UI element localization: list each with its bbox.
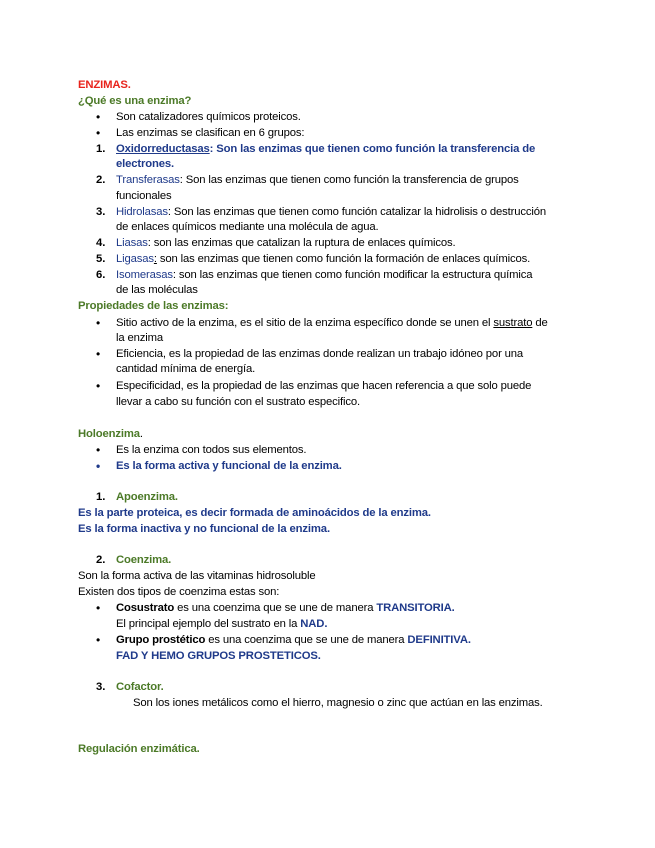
list-number: 2. xyxy=(96,174,106,186)
enzyme-class-oxidorreductasas xyxy=(116,142,535,156)
paragraph-line: Son los iones metálicos como el hierro, magnesio o zinc que actúan en las enzimas. xyxy=(133,697,543,709)
list-number: 1. xyxy=(96,143,106,155)
class-name: Ligasas xyxy=(116,253,154,265)
section-heading-properties: Propiedades de las enzimas: xyxy=(78,300,229,312)
bullet-icon: • xyxy=(96,633,101,647)
enzyme-class-isomerasas xyxy=(116,268,532,282)
bullet-icon: • xyxy=(96,110,101,124)
list-item-cosustrato xyxy=(116,601,455,615)
item-keyword: TRANSITORIA xyxy=(376,602,452,614)
item-keyword: NAD xyxy=(300,618,325,630)
list-item: Es la forma activa y funcional de la enzima. xyxy=(116,460,342,472)
heading-text: Holoenzima xyxy=(78,428,140,440)
class-description: son las enzimas que tienen como función la formación de enlaces químicos. xyxy=(156,253,531,265)
list-number: 3. xyxy=(96,206,106,218)
class-description: Son las enzimas que tienen como función la transferencia de grupos xyxy=(182,174,519,186)
enzyme-class-liasas xyxy=(116,236,455,250)
paragraph-line: Son la forma activa de las vitaminas hidrosoluble xyxy=(78,570,316,582)
section-heading-holoenzima xyxy=(78,427,143,441)
colon: : xyxy=(153,253,157,265)
list-number: 5. xyxy=(96,253,106,265)
list-number: 6. xyxy=(96,269,106,281)
enzyme-class-hidrolasas xyxy=(116,205,546,219)
enzyme-class-transferasas xyxy=(116,173,519,187)
item-end: . xyxy=(451,602,455,614)
list-item: Eficiencia, es la propiedad de las enzimas donde realizan un trabajo idóneo por una xyxy=(116,348,524,360)
bullet-icon: • xyxy=(96,379,101,393)
paragraph-line: Existen dos tipos de coenzima estas son: xyxy=(78,586,280,598)
section-heading-cofactor: Cofactor. xyxy=(116,681,164,693)
list-item: Son catalizadores químicos proteicos. xyxy=(116,111,301,123)
page-title: ENZIMAS. xyxy=(78,79,131,91)
list-item-cont xyxy=(116,617,327,631)
colon: : xyxy=(167,206,171,218)
list-number: 2. xyxy=(96,554,106,566)
section-heading-apoenzima: Apoenzima. xyxy=(116,491,178,503)
bullet-icon: • xyxy=(96,459,101,473)
list-item-prostetico xyxy=(116,633,471,647)
class-description-cont: de las moléculas xyxy=(116,284,198,296)
list-item-cont: FAD Y HEMO GRUPOS PROSTETICOS. xyxy=(116,650,321,662)
item-text-end: de xyxy=(532,317,548,329)
list-number: 1. xyxy=(96,491,106,503)
class-description-cont: funcionales xyxy=(116,190,172,202)
list-item-cont: llevar a cabo su función con el sustrato especifico. xyxy=(116,396,361,408)
bullet-icon: • xyxy=(96,126,101,140)
colon: : xyxy=(209,143,214,155)
paragraph-line: Es la forma inactiva y no funcional de la enzima. xyxy=(78,523,330,535)
list-item: Es la enzima con todos sus elementos. xyxy=(116,444,307,456)
class-description-cont: de enlaces químicos mediante una molécula de agua. xyxy=(116,221,379,233)
list-item: Las enzimas se clasifican en 6 grupos: xyxy=(116,127,305,139)
class-description: Son las enzimas que tienen como función la transferencia de xyxy=(213,143,536,155)
list-item-cont: cantidad mínima de energía. xyxy=(116,363,256,375)
section-heading-what-is: ¿Qué es una enzima? xyxy=(78,95,192,107)
list-number: 3. xyxy=(96,681,106,693)
bullet-icon: • xyxy=(96,316,101,330)
list-item xyxy=(116,316,548,330)
item-end: . xyxy=(324,618,328,630)
list-number: 4. xyxy=(96,237,106,249)
class-name: Transferasas xyxy=(116,174,180,186)
item-text: Sitio activo de la enzima, es el sitio de la enzima específico donde se unen el xyxy=(116,317,494,329)
class-description: Son las enzimas que tienen como función catalizar la hidrolisis o destrucción xyxy=(170,206,546,218)
item-text: El principal ejemplo del sustrato en la xyxy=(116,618,301,630)
bullet-icon: • xyxy=(96,601,101,615)
list-item-cont: la enzima xyxy=(116,332,163,344)
class-name: Oxidorreductasas xyxy=(116,143,210,155)
class-name: Liasas xyxy=(116,237,148,249)
item-text: es una coenzima que se une de manera xyxy=(174,602,377,614)
item-label: Grupo prostético xyxy=(116,634,206,646)
list-item: Especificidad, es la propiedad de las enzimas que hacen referencia a que solo puede xyxy=(116,380,532,392)
class-description: son las enzimas que tienen como función modificar la estructura química xyxy=(175,269,533,281)
enzyme-class-ligasas xyxy=(116,252,530,266)
heading-period: . xyxy=(139,428,143,440)
bullet-icon: • xyxy=(96,443,101,457)
item-underlined: sustrato xyxy=(493,317,533,329)
item-keyword: DEFINITIVA xyxy=(407,634,468,646)
class-description: son las enzimas que catalizan la ruptura de enlaces químicos. xyxy=(150,237,456,249)
colon: : xyxy=(179,174,183,186)
section-heading-coenzima: Coenzima. xyxy=(116,554,172,566)
section-heading-regulacion: Regulación enzimática. xyxy=(78,743,200,755)
item-end: . xyxy=(467,634,471,646)
class-name: Hidrolasas xyxy=(116,206,168,218)
item-label: Cosustrato xyxy=(116,602,175,614)
item-text: es una coenzima que se une de manera xyxy=(205,634,408,646)
colon: : xyxy=(147,237,151,249)
colon: : xyxy=(172,269,176,281)
bullet-icon: • xyxy=(96,347,101,361)
paragraph-line: Es la parte proteica, es decir formada de aminoácidos de la enzima. xyxy=(78,507,431,519)
class-description-cont: electrones. xyxy=(116,158,175,170)
class-name: Isomerasas xyxy=(116,269,173,281)
